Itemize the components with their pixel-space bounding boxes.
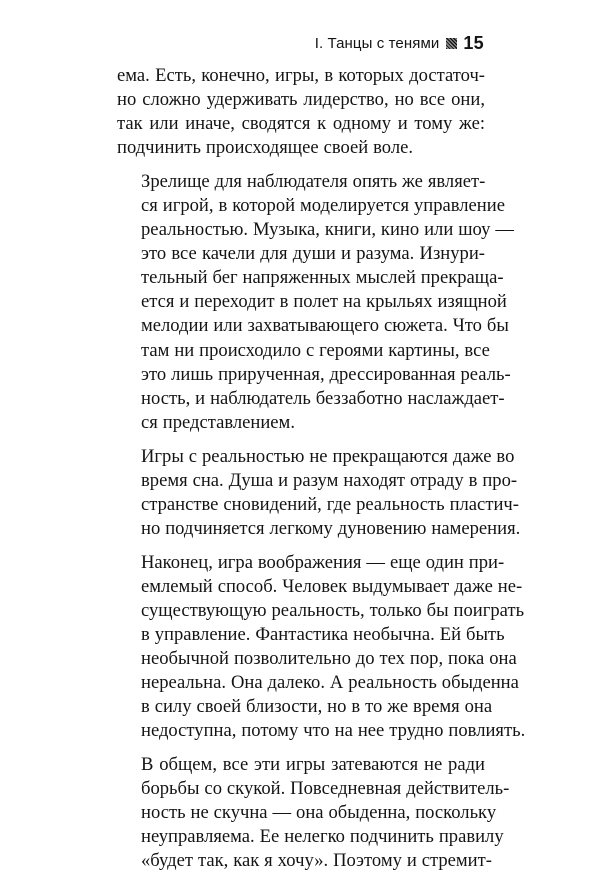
text-line: там ни происходило с героями картины, все: [141, 339, 490, 361]
text-line: мелодии или захватывающего сюжета. Что бы: [141, 315, 509, 337]
page-number: 15: [463, 33, 484, 53]
text-line: тельный бег напряженных мыслей прекраща-: [141, 267, 504, 289]
body-text: [117, 64, 526, 874]
text-line: ся игрой, в которой моделируется управление: [141, 195, 505, 217]
square-ornament-icon: [446, 38, 457, 49]
text-line: но сложно удерживать лидерство, но все они,: [117, 89, 485, 111]
text-line: в управление. Фантастика необычна. Ей быть: [141, 624, 505, 646]
text-line: Наконец, игра воображения — еще один при-: [141, 551, 505, 573]
text-line: но подчиняется легкому дуновению намерения.: [141, 517, 521, 539]
text-line: ность не скучна — она обыденна, поскольку: [141, 802, 497, 824]
paragraph: [117, 551, 526, 743]
text-line: подчинить происходящее своей воле.: [117, 137, 414, 159]
text-line: существующую реальность, только бы поиграть: [141, 599, 525, 621]
text-line: В общем, все эти игры затеваются не ради: [141, 754, 485, 776]
text-line: неуправляема. Ее нелегко подчинить правилу: [141, 826, 504, 848]
paragraph: [117, 170, 514, 435]
paragraph: [117, 753, 510, 873]
text-line: ема. Есть, конечно, игры, в которых достаточ-: [117, 65, 485, 86]
text-line: реальностью. Музыка, книги, кино или шоу —: [141, 219, 514, 241]
paragraph: [117, 64, 485, 160]
running-header: [315, 33, 484, 54]
text-line: ность, и наблюдатель беззаботно наслаждает-: [141, 387, 505, 409]
text-line: ется и переходит в полет на крыльях изящной: [141, 291, 507, 313]
text-line: это все качели для души и разума. Изнури-: [141, 243, 485, 265]
text-line: борьбы со скукой. Повседневная действитель-: [141, 778, 510, 800]
text-line: недоступна, потому что на нее трудно повлиять.: [141, 720, 526, 742]
text-line: Игры с реальностью не прекращаются даже во: [141, 445, 515, 467]
text-line: емлемый способ. Человек выдумывает даже не-: [141, 575, 523, 597]
text-line: в силу своей близости, но в то же время она: [141, 696, 493, 718]
text-line: необычной позволительно до тех пор, пока она: [141, 648, 517, 670]
text-line: «будет так, как я хочу». Поэтому и стремит-: [141, 850, 492, 872]
text-line: ся представлением.: [141, 411, 295, 433]
chapter-title: I. Танцы с тенями: [314, 35, 440, 52]
text-line: нереальна. Она далеко. А реальность обыденна: [141, 672, 519, 694]
text-line: так или иначе, сводятся к одному и тому же:: [117, 113, 485, 135]
text-line: время сна. Душа и разум находят отраду в про-: [141, 469, 518, 491]
text-line: это лишь прирученная, дрессированная реаль-: [141, 363, 511, 385]
paragraph: [117, 445, 521, 541]
text-line: Зрелище для наблюдателя опять же являет-: [141, 171, 486, 193]
text-line: странстве сновидений, где реальность пластич-: [141, 493, 519, 515]
